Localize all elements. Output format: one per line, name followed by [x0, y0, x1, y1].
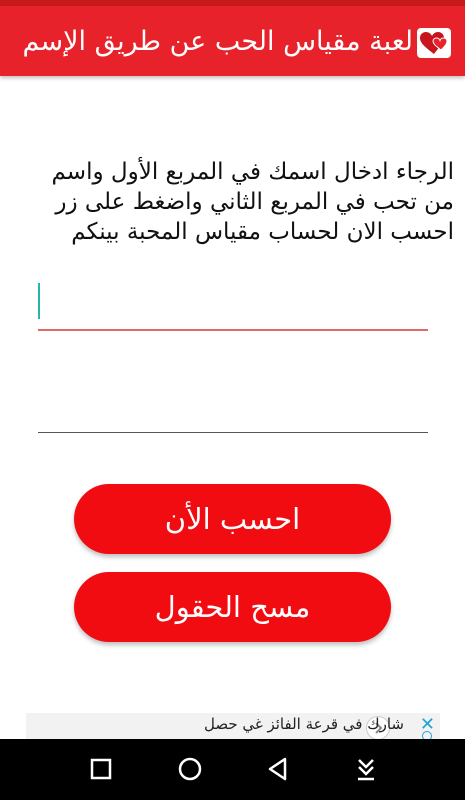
recents-icon[interactable] [85, 753, 117, 785]
calculate-button[interactable]: احسب الأن [74, 484, 391, 554]
clear-fields-button[interactable]: مسح الحقول [74, 572, 391, 642]
first-name-input[interactable] [38, 279, 428, 331]
close-icon[interactable]: ✕ [419, 714, 435, 735]
text-cursor [38, 283, 40, 319]
home-icon[interactable] [174, 753, 206, 785]
second-name-input[interactable] [38, 382, 428, 433]
hearts-icon [417, 28, 451, 58]
navigation-bar [0, 739, 465, 800]
back-icon[interactable] [262, 753, 294, 785]
ad-text[interactable]: شارك في قرعة الفائز غي حصل [203, 715, 404, 733]
instructions-text: الرجاء ادخال اسمك في المربع الأول واسم من تحب في المربع الثاني واضغط على زر احسب الان لحساب مقياس المحبة بينكم [51, 159, 454, 245]
app-title: لعبة مقياس الحب عن طريق الإسم [22, 26, 413, 57]
keyboard-hide-icon[interactable] [350, 753, 382, 785]
ad-banner[interactable] [26, 713, 440, 740]
app-bar [0, 6, 465, 76]
